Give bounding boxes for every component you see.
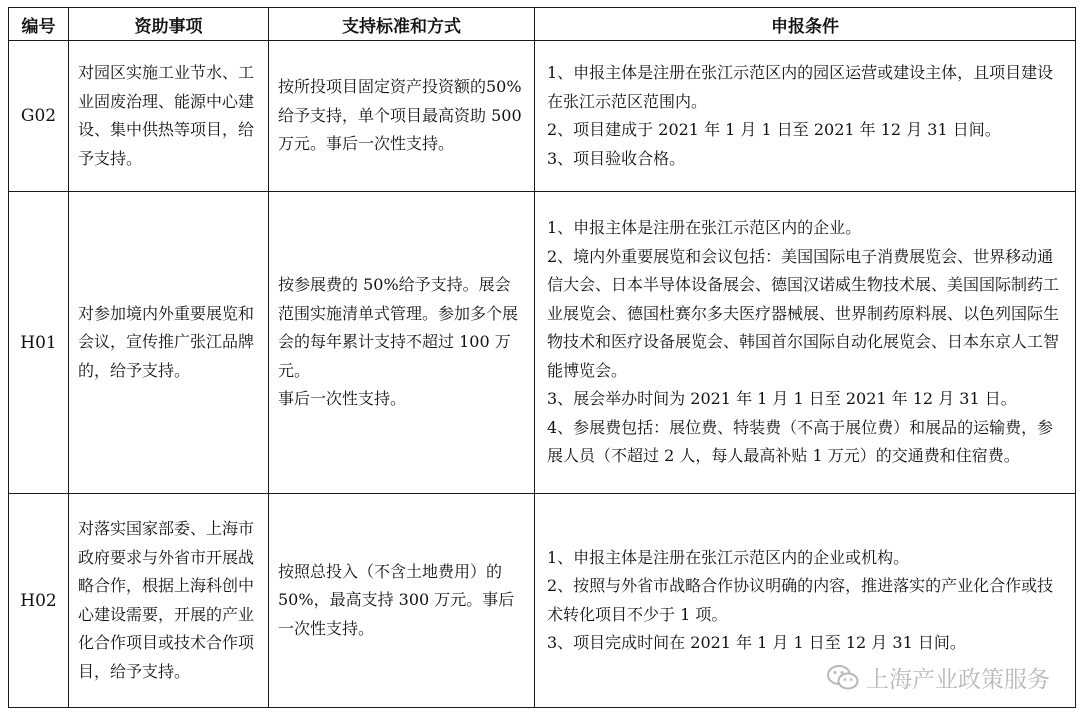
condition-item: 4、参展费包括：展位费、特装费（不高于展位费）和展品的运输费，参展人员（不超过 2 人，每人最高补贴 1 万元）的交通费和住宿费。 [547, 417, 1054, 466]
condition-item: 3、展会举办时间为 2021 年 1 月 1 日至 2021 年 12 月 31 日。 [547, 389, 1017, 409]
row-standard [269, 41, 535, 192]
condition-item: 2、项目建成于 2021 年 1 月 1 日至 2021 年 12 月 31 日间。 [547, 120, 1001, 139]
watermark-text: 上海产业政策服务 [866, 667, 1050, 693]
row-code: H02 [9, 494, 69, 708]
watermark [826, 661, 1050, 694]
header-standard: 支持标准和方式 [269, 8, 535, 41]
table-row [9, 192, 1076, 494]
row-standard [269, 192, 535, 494]
condition-item: 3、项目完成时间在 2021 年 1 月 1 日至 12 月 31 日间。 [547, 633, 966, 652]
condition-item: 1、申报主体是注册在张江示范区内的企业。 [547, 218, 862, 238]
condition-item: 2、境内外重要展览和会议包括：美国国际电子消费展览会、世界移动通信大会、日本半导体设备展会、德国汉诺威生物技术展、美国国际制药工业展览会、德国杜赛尔多夫医疗器械展、世界制药原料展、以色列国际生物技术和医疗设备展览会、韩国首尔国际自动化展览会、日本东京人工智能博览会。 [547, 246, 1060, 380]
wechat-icon [826, 664, 860, 692]
row-item-text: 对参加境内外重要展览和会议，宣传推广张江品牌的，给予支持。 [78, 303, 255, 380]
row-item [69, 41, 269, 192]
row-standard-text: 按所投项目固定资产投资额的50%给予支持，单个项目最高资助 500 万元。事后一次性支持。 [278, 77, 522, 154]
row-item-text: 对园区实施工业节水、工业固废治理、能源中心建设、集中供热等项目，给予支持。 [78, 63, 255, 168]
row-code: H01 [9, 192, 69, 494]
row-standard [269, 494, 535, 708]
row-conditions [535, 41, 1076, 192]
policy-table [8, 7, 1076, 708]
row-item-text: 对落实国家部委、上海市政府要求与外省市开展战略合作，根据上海科创中心建设需要，开展的产业化合作项目或技术合作项目，给予支持。 [78, 519, 255, 681]
row-item [69, 494, 269, 708]
row-standard-text: 按参展费的 50%给予支持。展会范围实施清单式管理。参加多个展会的每年累计支持不超过 100 万元。 [278, 275, 519, 380]
row-item [69, 192, 269, 494]
condition-item: 1、申报主体是注册在张江示范区内的企业或机构。 [547, 547, 910, 567]
header-code: 编号 [9, 8, 69, 41]
condition-item: 3、项目验收合格。 [547, 148, 686, 168]
row-code: G02 [9, 41, 69, 192]
header-row [9, 8, 1076, 41]
condition-item: 1、申报主体是注册在张江示范区内的园区运营或建设主体，且项目建设在张江示范区范围内。 [547, 63, 1054, 111]
row-standard-text: 按照总投入（不含土地费用）的 50%，最高支持 300 万元。事后一次性支持。 [278, 561, 515, 638]
header-conditions: 申报条件 [535, 8, 1076, 41]
header-item: 资助事项 [69, 8, 269, 41]
table-row [9, 41, 1076, 192]
row-conditions [535, 192, 1076, 494]
row-standard-extra: 事后一次性支持。 [278, 389, 407, 409]
condition-item: 2、按照与外省市战略合作协议明确的内容，推进落实的产业化合作或技术转化项目不少于 1 项。 [547, 576, 1054, 624]
